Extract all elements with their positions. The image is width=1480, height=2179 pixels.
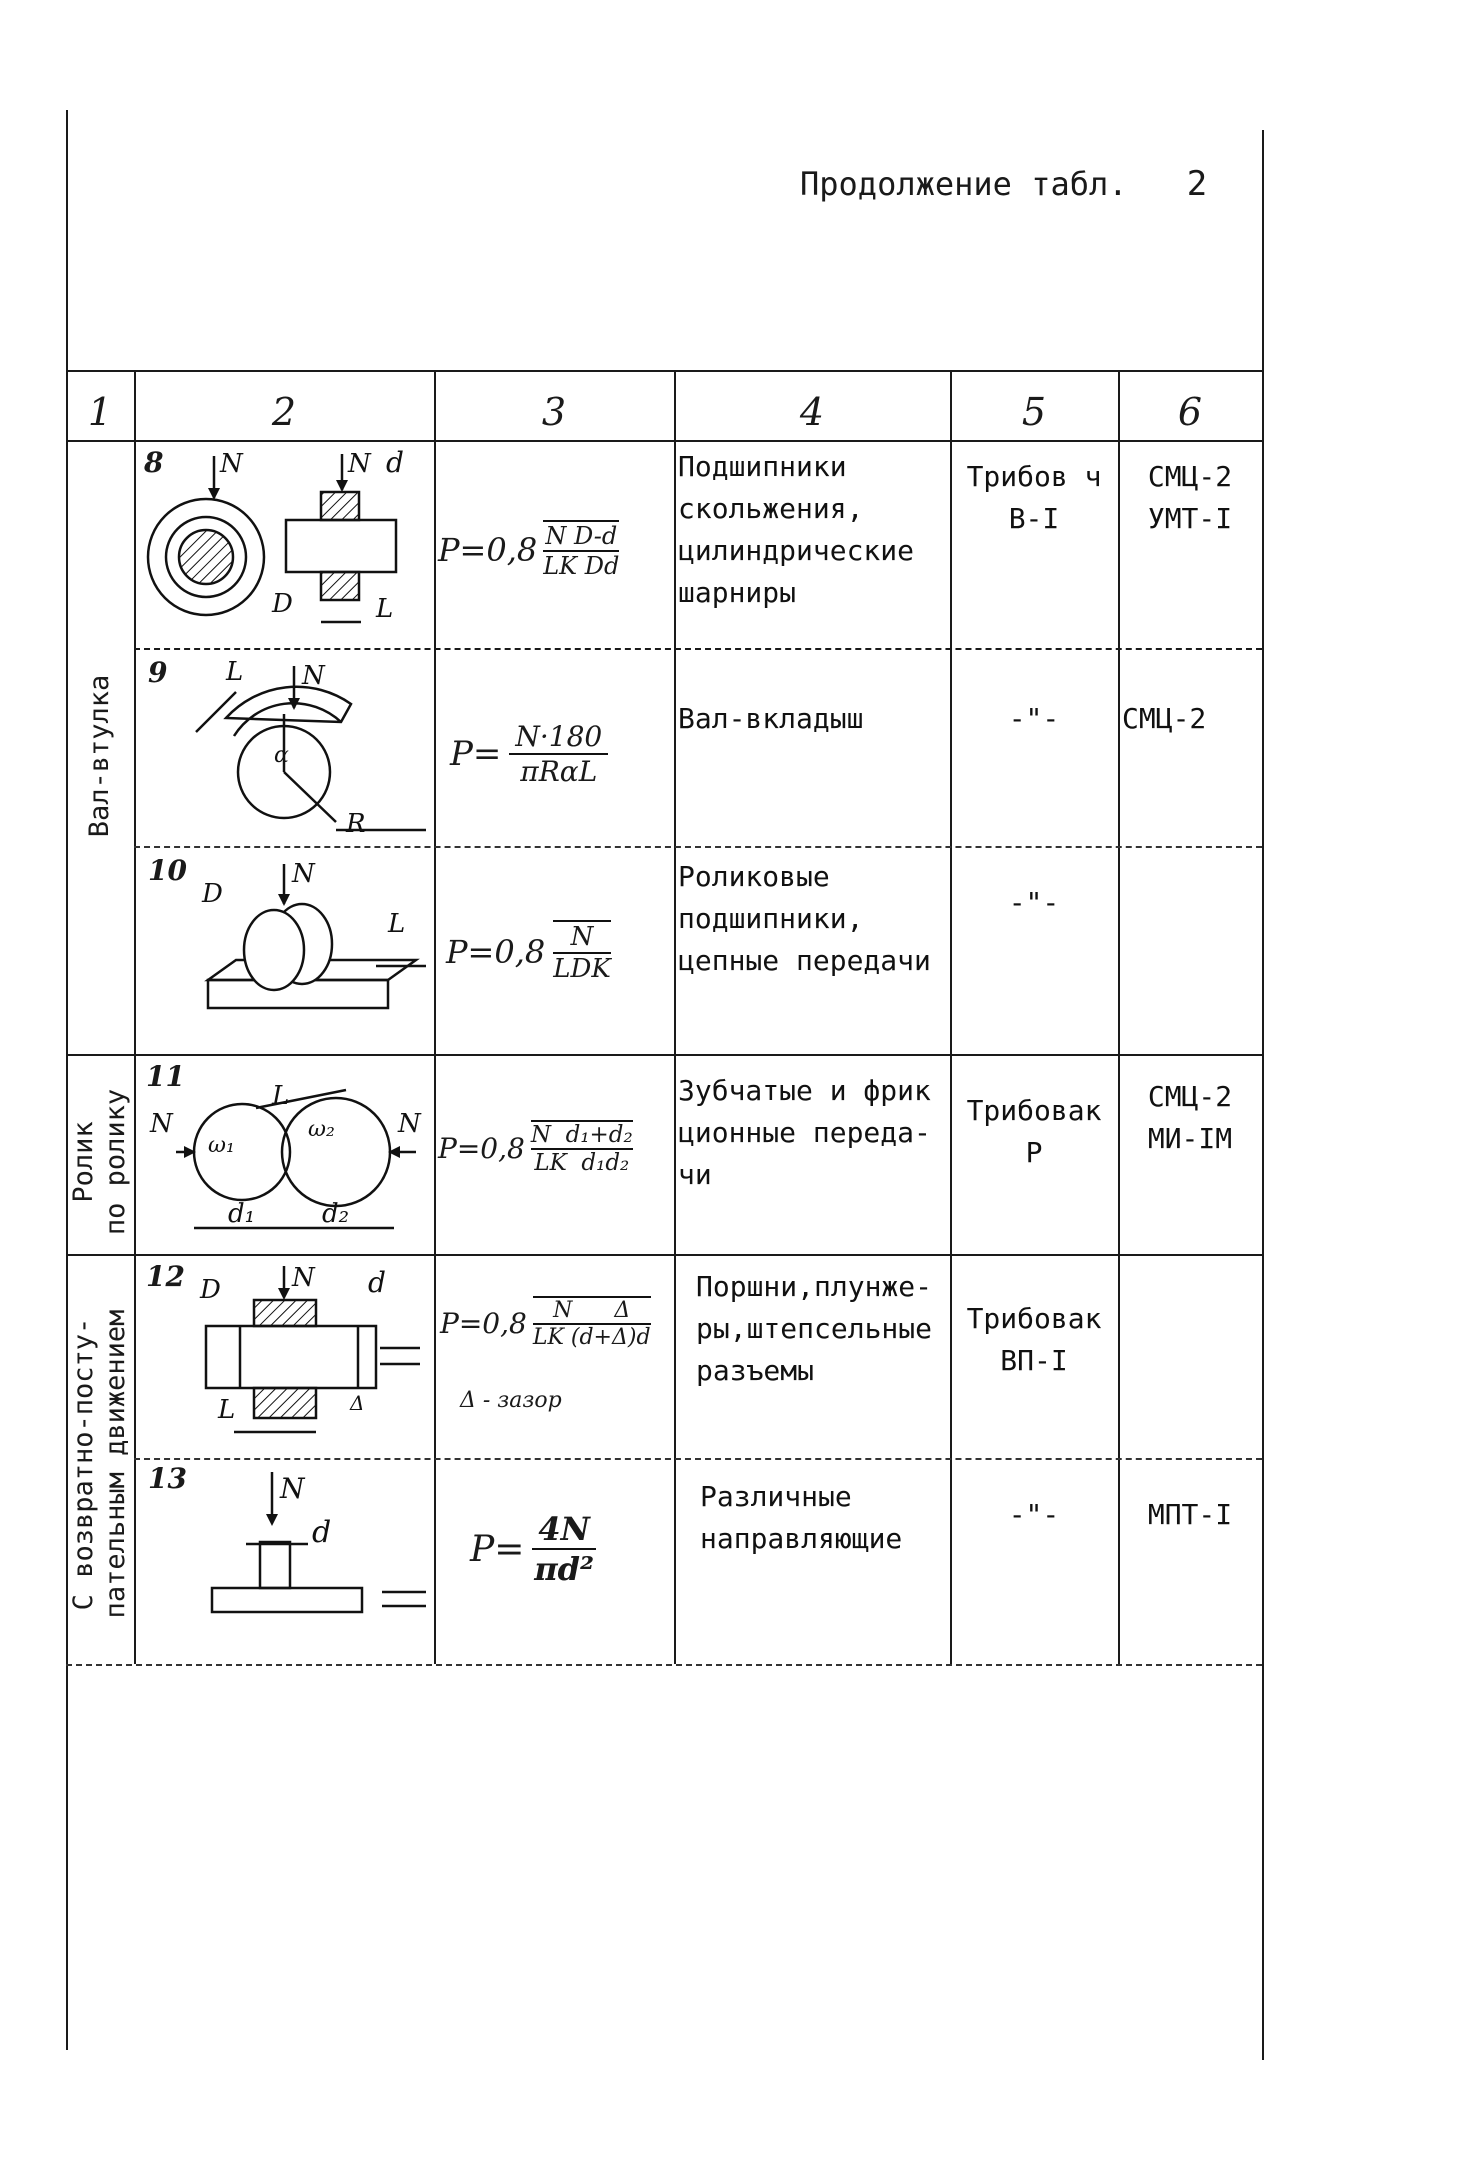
formula-denominator: πd² bbox=[534, 1550, 595, 1588]
formula-numerator: N·180 bbox=[509, 720, 608, 755]
formula-13 bbox=[470, 1510, 670, 1588]
svg-text:D: D bbox=[200, 1275, 221, 1305]
col-header-2: 2 bbox=[271, 390, 297, 434]
caption-text: Продолжение табл. bbox=[800, 165, 1128, 203]
formula-note-12: Δ - зазор bbox=[460, 1388, 562, 1413]
material-9: СМЦ-2 bbox=[1122, 702, 1207, 735]
table-caption bbox=[800, 164, 1207, 204]
device-13: -"- bbox=[1008, 1498, 1060, 1531]
material-8: СМЦ-2 УМТ-I bbox=[1147, 460, 1233, 535]
col-header-6: 6 bbox=[1177, 390, 1203, 434]
formula-prefix: P=0,8 bbox=[438, 1131, 525, 1165]
applications-8: Подшипники скольжения, цилиндрические шарниры bbox=[678, 450, 915, 609]
material-11: СМЦ-2 МИ-IМ bbox=[1147, 1080, 1233, 1155]
svg-text:d: d bbox=[312, 1515, 332, 1550]
formula-fraction bbox=[532, 1510, 596, 1588]
diagram-shaft-liner-9 bbox=[136, 652, 432, 842]
formula-numerator: N bbox=[553, 922, 611, 954]
formula-9 bbox=[450, 720, 670, 788]
diagram-roller-10 bbox=[136, 850, 432, 1050]
col-header-3: 3 bbox=[541, 390, 567, 434]
formula-denominator: LK Dd bbox=[543, 552, 620, 580]
svg-text:N: N bbox=[302, 661, 325, 691]
formula-fraction bbox=[509, 720, 608, 788]
table-top-rule bbox=[66, 370, 1262, 372]
device-9: -"- bbox=[1008, 702, 1060, 735]
col-divider-4 bbox=[950, 370, 952, 1664]
svg-text:R: R bbox=[346, 809, 366, 839]
svg-text:N: N bbox=[348, 449, 371, 479]
svg-text:N: N bbox=[280, 1472, 305, 1505]
row-number: 12 bbox=[146, 1260, 185, 1293]
applications-11: Зубчатые и фрик ционные переда- чи bbox=[678, 1074, 931, 1191]
svg-text:N: N bbox=[220, 449, 243, 479]
svg-text:ω₁: ω₁ bbox=[208, 1133, 235, 1158]
col-header-4: 4 bbox=[799, 390, 825, 434]
svg-text:d₂: d₂ bbox=[322, 1199, 350, 1229]
applications-12: Поршни,плунже- ры,штепсельные разъемы bbox=[696, 1270, 933, 1387]
svg-text:ω₂: ω₂ bbox=[308, 1117, 335, 1142]
formula-root bbox=[533, 1296, 651, 1350]
col-header-5: 5 bbox=[1021, 390, 1047, 434]
formula-denominator: LDK bbox=[553, 954, 611, 984]
group-label-shaft-sleeve: Вал-втулка bbox=[84, 674, 115, 838]
group-label-reciprocating: С возвратно-посту- пательным движением bbox=[68, 1309, 131, 1619]
diagram-shaft-sleeve-8 bbox=[136, 442, 432, 642]
formula-numerator: N d₁+d₂ bbox=[530, 1122, 633, 1148]
group-label-roller-on-roller: Ролик по ролику bbox=[68, 1088, 131, 1236]
svg-text:N: N bbox=[150, 1109, 173, 1139]
formula-root bbox=[543, 520, 619, 580]
svg-text:L: L bbox=[226, 657, 244, 687]
svg-text:α: α bbox=[274, 743, 289, 768]
material-13: МПТ-I bbox=[1147, 1498, 1233, 1531]
diagram-roller-on-roller-11 bbox=[136, 1056, 432, 1252]
row-rule bbox=[134, 846, 1262, 848]
applications-9: Вал-вкладыш bbox=[678, 702, 864, 735]
row-number: 13 bbox=[148, 1462, 187, 1495]
device-10: -"- bbox=[1008, 886, 1060, 919]
formula-root bbox=[531, 1120, 633, 1176]
formula-12 bbox=[440, 1296, 672, 1350]
svg-text:N: N bbox=[398, 1109, 421, 1139]
formula-10 bbox=[446, 920, 672, 984]
formula-numerator: N Δ bbox=[533, 1298, 651, 1325]
table-bottom-rule bbox=[66, 1664, 1262, 1666]
svg-text:L: L bbox=[376, 594, 394, 624]
svg-text:N: N bbox=[292, 859, 315, 889]
diagram-guide-13 bbox=[136, 1460, 432, 1656]
formula-prefix: P=0,8 bbox=[440, 1306, 527, 1340]
caption-number: 2 bbox=[1186, 164, 1208, 204]
col-divider-2 bbox=[434, 370, 436, 1664]
row-number: 11 bbox=[146, 1060, 185, 1093]
col-header-1: 1 bbox=[87, 390, 113, 434]
formula-root bbox=[553, 920, 611, 984]
formula-prefix: P=0,8 bbox=[438, 531, 538, 569]
device-11: Трибовак Р bbox=[966, 1094, 1102, 1169]
col-divider-3 bbox=[674, 370, 676, 1664]
diagram-piston-12 bbox=[136, 1256, 432, 1452]
page-right-border bbox=[1262, 130, 1264, 2060]
formula-prefix: P= bbox=[470, 1528, 525, 1570]
svg-text:d: d bbox=[368, 1266, 386, 1299]
svg-text:L: L bbox=[218, 1395, 236, 1425]
applications-10: Роликовые подшипники, цепные передачи bbox=[678, 860, 931, 977]
row-number: 9 bbox=[148, 656, 168, 689]
svg-text:Δ: Δ bbox=[350, 1391, 365, 1415]
formula-11 bbox=[438, 1120, 672, 1176]
formula-denominator: πRαL bbox=[520, 755, 598, 788]
svg-text:d₁: d₁ bbox=[228, 1199, 256, 1229]
formula-8 bbox=[438, 520, 672, 580]
formula-numerator: 4N bbox=[532, 1510, 596, 1550]
formula-denominator: LK d₁d₂ bbox=[534, 1150, 630, 1176]
svg-text:D: D bbox=[272, 589, 293, 619]
row-number: 10 bbox=[148, 854, 187, 887]
applications-13: Различные направляющие bbox=[700, 1480, 903, 1555]
row-number: 8 bbox=[144, 446, 164, 479]
svg-text:L: L bbox=[388, 909, 406, 939]
svg-text:N: N bbox=[292, 1263, 315, 1293]
row-rule bbox=[134, 648, 1262, 650]
svg-text:d: d bbox=[386, 446, 404, 479]
col-divider-5 bbox=[1118, 370, 1120, 1664]
formula-denominator: LK (d+Δ)d bbox=[532, 1325, 651, 1350]
svg-text:D: D bbox=[202, 879, 223, 909]
device-12: Трибовак ВП-I bbox=[966, 1302, 1102, 1377]
formula-numerator: N D-d bbox=[543, 522, 619, 552]
device-8: Трибов ч В-I bbox=[966, 460, 1102, 535]
formula-prefix: P= bbox=[450, 734, 502, 774]
formula-prefix: P=0,8 bbox=[446, 933, 546, 971]
svg-text:L: L bbox=[272, 1081, 290, 1111]
